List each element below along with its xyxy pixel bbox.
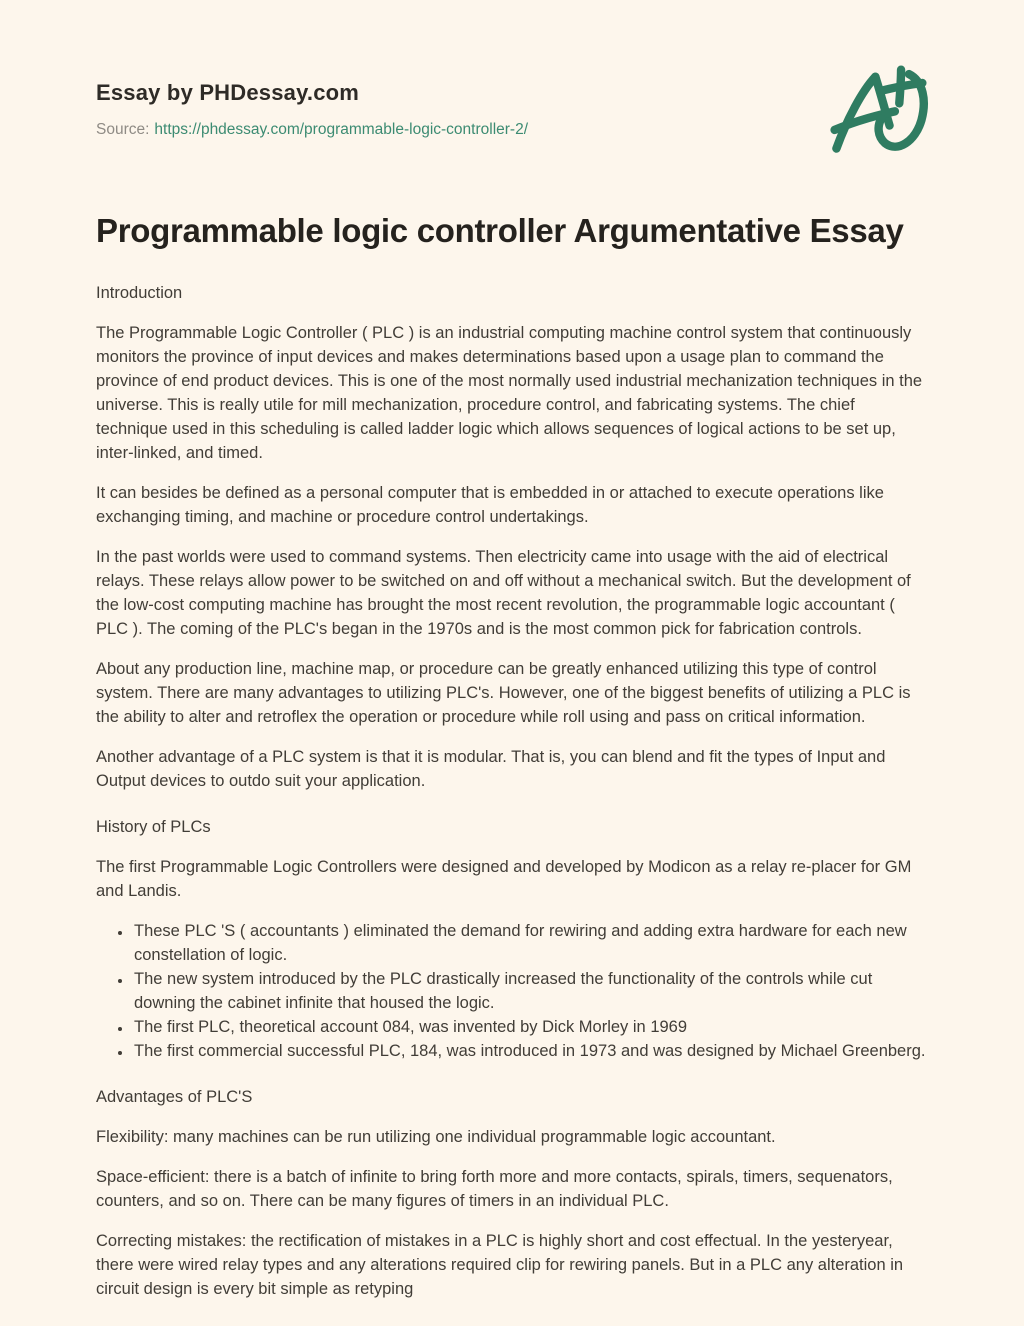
a-plus-logo-icon [824,52,948,168]
source-line [96,121,928,139]
list-item: • These PLC 'S ( accountants ) eliminated the demand for rewiring and adding extra hardware for each new constellation of logic. [132,919,928,967]
list-item: • The first commercial successful PLC, 184, was introduced in 1973 and was designed by Michael Greenberg. [132,1039,928,1063]
list-item: • The new system introduced by the PLC drastically increased the functionality of the controls while cut downing the cabinet infinite that housed the logic. [132,967,928,1015]
intro-paragraph: It can besides be defined as a personal computer that is embedded in or attached to execute operations like exchanging timing, and machine or procedure control undertakings. [96,483,884,526]
source-label: Source: [96,121,150,138]
essay-title: Programmable logic controller Argumentative Essay [96,212,904,249]
essay-content [96,281,928,1301]
brand-title: Essay by PHDessay.com [96,80,360,105]
page-header [96,80,928,139]
intro-paragraph: In the past worlds were used to command systems. Then electricity came into usage with the aid of electrical relays. These relays allow power to be switched on and off without a mechanical switch. But the development of the low-cost computing machine has brought the most recent revolution, the programmable logic accountant ( PLC ). The coming of the PLC's began in the 1970s and is the most common pick for fabrication controls. [96,547,911,638]
list-item: • The first PLC, theoretical account 084, was invented by Dick Morley in 1969 [132,1015,928,1039]
history-lead-paragraph: The first Programmable Logic Controllers were designed and developed by Modicon as a relay re-placer for GM and Landis. [96,857,912,900]
advantages-paragraph: Correcting mistakes: the rectification of mistakes in a PLC is highly short and cost effectual. In the yesteryear, there were wired relay types and any alterations required clip for rewiring panels. But in a PLC any alteration in circuit design is every bit simple as retyping [96,1231,904,1298]
section-heading-introduction: Introduction [96,283,183,302]
source-link[interactable]: https://phdessay.com/programmable-logic-controller-2/ [154,121,529,138]
advantages-paragraph: Space-efficient: there is a batch of infinite to bring forth more and more contacts, spirals, timers, sequenators, counters, and so on. There can be many figures of timers in an individual PLC. [96,1167,893,1210]
section-heading-advantages: Advantages of PLC'S [96,1087,253,1106]
section-heading-history: History of PLCs [96,817,211,836]
intro-paragraph: Another advantage of a PLC system is that it is modular. That is, you can blend and fit the types of Input and Output devices to outdo suit your application. [96,747,886,790]
advantages-paragraph: Flexibility: many machines can be run utilizing one individual programmable logic accountant. [96,1127,776,1146]
history-bullet-list [96,919,928,1063]
intro-paragraph: The Programmable Logic Controller ( PLC ) is an industrial computing machine control system that continuously monitors the province of input devices and makes determinations based upon a usage plan to command the province of end product devices. This is one of the most normally used industrial mechanization techniques in the universe. This is really utile for mill mechanization, procedure control, and fabricating systems. The chief technique used in this scheduling is called ladder logic which allows sequences of logical actions to be set up, inter-linked, and timed. [96,323,923,462]
intro-paragraph: About any production line, machine map, or procedure can be greatly enhanced utilizing this type of control system. There are many advantages to utilizing PLC's. However, one of the biggest benefits of utilizing a PLC is the ability to alter and retroflex the operation or procedure while roll using and pass on critical information. [96,659,911,726]
